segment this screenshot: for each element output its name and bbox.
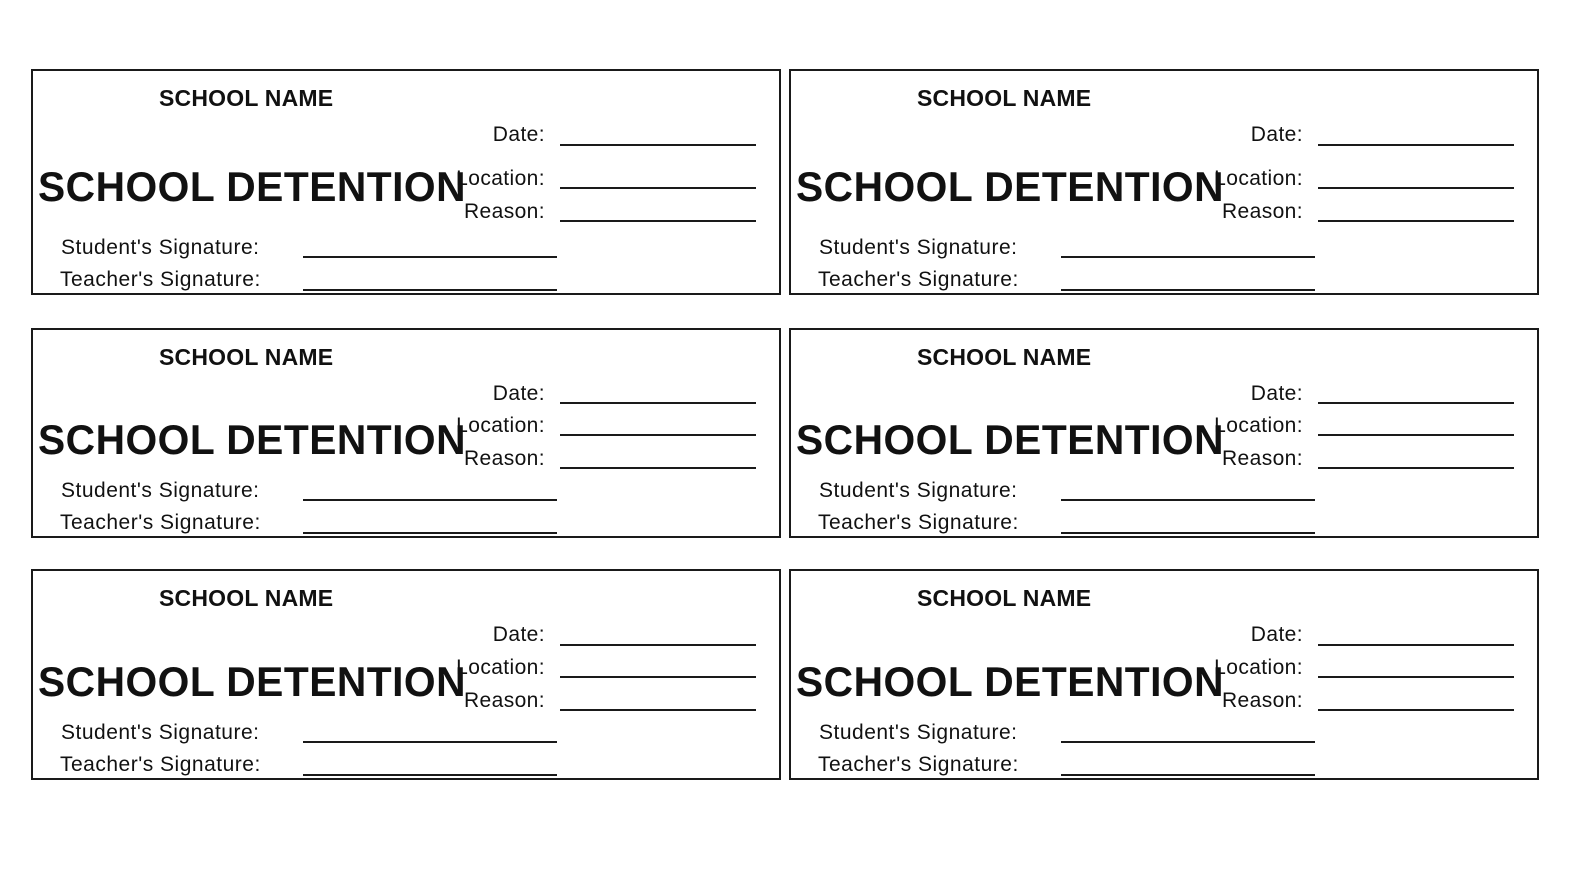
detention-title: SCHOOL DETENTION: [796, 416, 1225, 463]
student-signature-label: Student's Signature:: [61, 721, 260, 744]
reason-field[interactable]: [1318, 220, 1514, 222]
reason-label: Reason:: [1221, 200, 1303, 223]
student-signature-label: Student's Signature:: [61, 236, 260, 259]
student-signature-label: Student's Signature:: [819, 236, 1018, 259]
teacher-signature-label: Teacher's Signature:: [60, 268, 261, 291]
student-signature-field[interactable]: [303, 499, 557, 501]
detention-slip: [31, 569, 781, 780]
reason-label: Reason:: [463, 689, 545, 712]
detention-slip: [789, 69, 1539, 295]
student-signature-label: Student's Signature:: [819, 721, 1018, 744]
school-name: SCHOOL NAME: [917, 344, 1092, 370]
location-field[interactable]: [560, 676, 756, 678]
reason-label: Reason:: [1221, 447, 1303, 470]
location-label: Location:: [1214, 414, 1303, 437]
student-signature-field[interactable]: [303, 256, 557, 258]
date-field[interactable]: [560, 402, 756, 404]
reason-field[interactable]: [560, 709, 756, 711]
reason-label: Reason:: [463, 200, 545, 223]
student-signature-field[interactable]: [1061, 499, 1315, 501]
teacher-signature-field[interactable]: [303, 289, 557, 291]
reason-field[interactable]: [560, 220, 756, 222]
detention-slip: [789, 569, 1539, 780]
school-name: SCHOOL NAME: [917, 85, 1092, 111]
location-field[interactable]: [1318, 676, 1514, 678]
date-field[interactable]: [1318, 402, 1514, 404]
date-label: Date:: [1250, 623, 1303, 646]
detention-title: SCHOOL DETENTION: [796, 163, 1225, 210]
date-label: Date:: [1250, 382, 1303, 405]
detention-title: SCHOOL DETENTION: [796, 658, 1225, 705]
teacher-signature-field[interactable]: [303, 774, 557, 776]
location-label: Location:: [456, 414, 545, 437]
reason-label: Reason:: [1221, 689, 1303, 712]
teacher-signature-label: Teacher's Signature:: [60, 511, 261, 534]
reason-field[interactable]: [1318, 467, 1514, 469]
teacher-signature-label: Teacher's Signature:: [818, 511, 1019, 534]
teacher-signature-label: Teacher's Signature:: [60, 753, 261, 776]
detention-slip: [31, 69, 781, 295]
reason-field[interactable]: [560, 467, 756, 469]
teacher-signature-field[interactable]: [303, 532, 557, 534]
reason-label: Reason:: [463, 447, 545, 470]
location-label: Location:: [1214, 656, 1303, 679]
school-name: SCHOOL NAME: [917, 585, 1092, 611]
school-name: SCHOOL NAME: [159, 585, 334, 611]
date-label: Date:: [492, 623, 545, 646]
teacher-signature-field[interactable]: [1061, 532, 1315, 534]
detention-slip: [31, 328, 781, 538]
detention-title: SCHOOL DETENTION: [38, 163, 467, 210]
student-signature-label: Student's Signature:: [819, 479, 1018, 502]
reason-field[interactable]: [1318, 709, 1514, 711]
date-field[interactable]: [560, 144, 756, 146]
date-field[interactable]: [560, 644, 756, 646]
location-label: Location:: [456, 167, 545, 190]
school-name: SCHOOL NAME: [159, 85, 334, 111]
student-signature-field[interactable]: [303, 741, 557, 743]
student-signature-field[interactable]: [1061, 256, 1315, 258]
date-field[interactable]: [1318, 644, 1514, 646]
detention-slip: [789, 328, 1539, 538]
date-field[interactable]: [1318, 144, 1514, 146]
location-label: Location:: [1214, 167, 1303, 190]
teacher-signature-field[interactable]: [1061, 774, 1315, 776]
student-signature-label: Student's Signature:: [61, 479, 260, 502]
school-name: SCHOOL NAME: [159, 344, 334, 370]
location-field[interactable]: [560, 187, 756, 189]
date-label: Date:: [1250, 123, 1303, 146]
location-field[interactable]: [1318, 187, 1514, 189]
teacher-signature-label: Teacher's Signature:: [818, 753, 1019, 776]
teacher-signature-field[interactable]: [1061, 289, 1315, 291]
detention-title: SCHOOL DETENTION: [38, 416, 467, 463]
detention-title: SCHOOL DETENTION: [38, 658, 467, 705]
location-field[interactable]: [560, 434, 756, 436]
date-label: Date:: [492, 123, 545, 146]
location-label: Location:: [456, 656, 545, 679]
student-signature-field[interactable]: [1061, 741, 1315, 743]
teacher-signature-label: Teacher's Signature:: [818, 268, 1019, 291]
date-label: Date:: [492, 382, 545, 405]
location-field[interactable]: [1318, 434, 1514, 436]
